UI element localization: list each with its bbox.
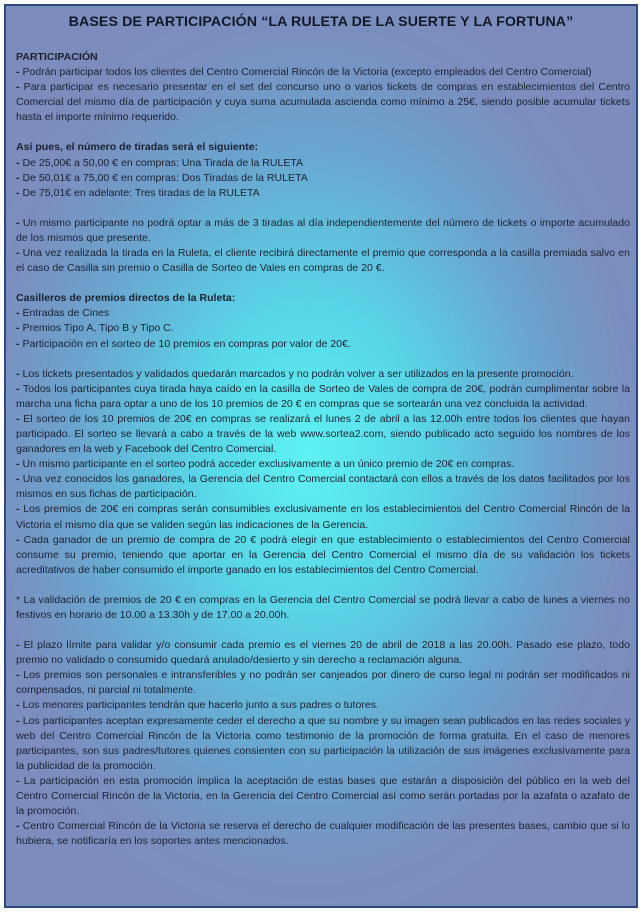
rules-poster: [4, 4, 638, 908]
rule-item: - Los menores participantes tendrán que hacerlo junto a sus padres o tutores.: [16, 699, 379, 712]
rule-item: - Para participar es necesario presentar en el set del concurso uno o varios tickets de compras en establecimientos del Centro Comercial del mismo día de participación y cuya suma acumulada ascienda como mínimo a 25€, siendo posible acumular tickets hasta el importe mínimo requerido.: [16, 81, 630, 124]
tirada-item: - De 25,00€ a 50,00 € en compras: Una Tirada de la RULETA: [16, 156, 304, 169]
rule-item: - El sorteo de los 10 premios de 20€ en compras se realizará el lunes 2 de abril a las 12.00h entre todos los clientes que hayan participado. El sorteo se llevará a cabo a través de la web www.sortea2.com, siendo publicado acto seguido los nombres de los ganadores en la web y Facebook del Centro Comercial.: [16, 412, 630, 456]
rule-item: - La participación en esta promoción implica la aceptación de estas bases que estarán a disposición del público en la web del Centro Comercial Rincón de la Victoria, en la Gerencia del Centro Comercial así como serán portadas por la azafata o azafato de la promoción.: [16, 774, 630, 818]
casillero-item: - Entradas de Cines: [16, 307, 110, 320]
rule-item: - Centro Comercial Rincón de la Victoria se reserva el derecho de cualquier modificación de las presentes bases, cambio que si lo hubiera, se notificaría en los soportes antes mencionados.: [16, 820, 630, 848]
rule-item: - Un mismo participante no podrá optar a más de 3 tiradas al día independientemente del número de tickets o importe acumulado de los mismos que presente.: [16, 216, 630, 244]
tirada-item: - De 75,01€ en adelante: Tres tiradas de la RULETA: [16, 186, 260, 199]
section-heading-tiradas: Así pues, el número de tiradas será el siguiente:: [16, 141, 259, 154]
rule-item: - Una vez realizada la tirada en la Ruleta, el cliente recibirá directamente el premio que corresponda a la casilla premiada salvo en el caso de Casilla sin premio o Casilla de Sorteo de Vales en compras de 20 €.: [16, 247, 630, 275]
casillero-item: - Premios Tipo A, Tipo B y Tipo C.: [16, 322, 174, 335]
rule-item: - Los participantes aceptan expresamente ceder el derecho a que su nombre y su imagen sean publicados en las redes sociales y web del Centro Comercial Rincón de la Victoria como testimonio de la promoción de forma gratuita. En el caso de menores participantes, son sus padres/tutores quienes consienten con su participación la utilización de sus imágenes exclusivamente para la publicidad de la promoción.: [16, 714, 630, 772]
rule-item: - Podrán participar todos los clientes del Centro Comercial Rincón de la Victoria (excepto empleados del Centro Comercial): [16, 66, 592, 79]
rule-item: - Una vez conocidos los ganadores, la Gerencia del Centro Comercial contactará con ellos a través de los datos facilitados por los mismos en sus fichas de participación.: [16, 473, 630, 501]
section-heading-participacion: PARTICIPACIÓN: [16, 51, 98, 63]
rule-item: - El plazo límite para validar y/o consumir cada premio es el viernes 20 de abril de 2018 a las 20.00h. Pasado ese plazo, todo premio no validado o consumido quedará anulado/desierto y sin derecho a reclamación alguna.: [16, 639, 630, 667]
section-heading-casilleros: Casilleros de premios directos de la Ruleta:: [16, 292, 236, 305]
rule-item: - Cada ganador de un premio de compra de 20 € podrá elegir en que establecimiento o establecimientos del Centro Comercial consume su premio, teniendo que aportar en la Gerencia del Centro Comercial el mismo día de su validación los tickets acreditativos de haber consumido el importe ganado en los establecimientos del Centro Comercial.: [16, 533, 630, 576]
rule-item: - Los tickets presentados y validados quedarán marcados y no podrán volver a ser utilizados en la presente promoción.: [16, 367, 574, 380]
tirada-item: - De 50,01€ a 75,00 € en compras: Dos Tiradas de la RULETA: [16, 171, 308, 184]
rule-item: - Los premios de 20€ en compras serán consumibles exclusivamente en los establecimientos del Centro Comercial Rincón de la Victoria el mismo día que se validen según las indicaciones de la Gerencia.: [16, 503, 630, 531]
validation-note: * La validación de premios de 20 € en compras en la Gerencia del Centro Comercial se podrá llevar a cabo de lunes a viernes no festivos en horario de 10.00 a 13.30h y de 17.00 a 20.00h.: [16, 593, 630, 621]
page-title: BASES DE PARTICIPACIÓN “LA RULETA DE LA SUERTE Y LA FORTUNA”: [68, 14, 574, 30]
rules-body: [16, 50, 630, 849]
rule-item: - Un mismo participante en el sorteo podrá acceder exclusivamente a un único premio de 20€ en compras.: [16, 458, 515, 471]
casillero-item: - Participación en el sorteo de 10 premios en compras por valor de 20€.: [16, 337, 351, 350]
rule-item: - Todos los participantes cuya tirada haya caído en la casilla de Sorteo de Vales de compra de 20€, podrán cumplimentar sobre la marcha una ficha para optar a uno de los 10 premios de 20 € en compras que se sortearán una vez concluida la actividad.: [16, 382, 630, 410]
rule-item: - Los premios son personales e intransferibles y no podrán ser canjeados por dinero de curso legal ni podrán ser modificados ni compensados, ni parcial ni totalmente.: [16, 669, 630, 697]
